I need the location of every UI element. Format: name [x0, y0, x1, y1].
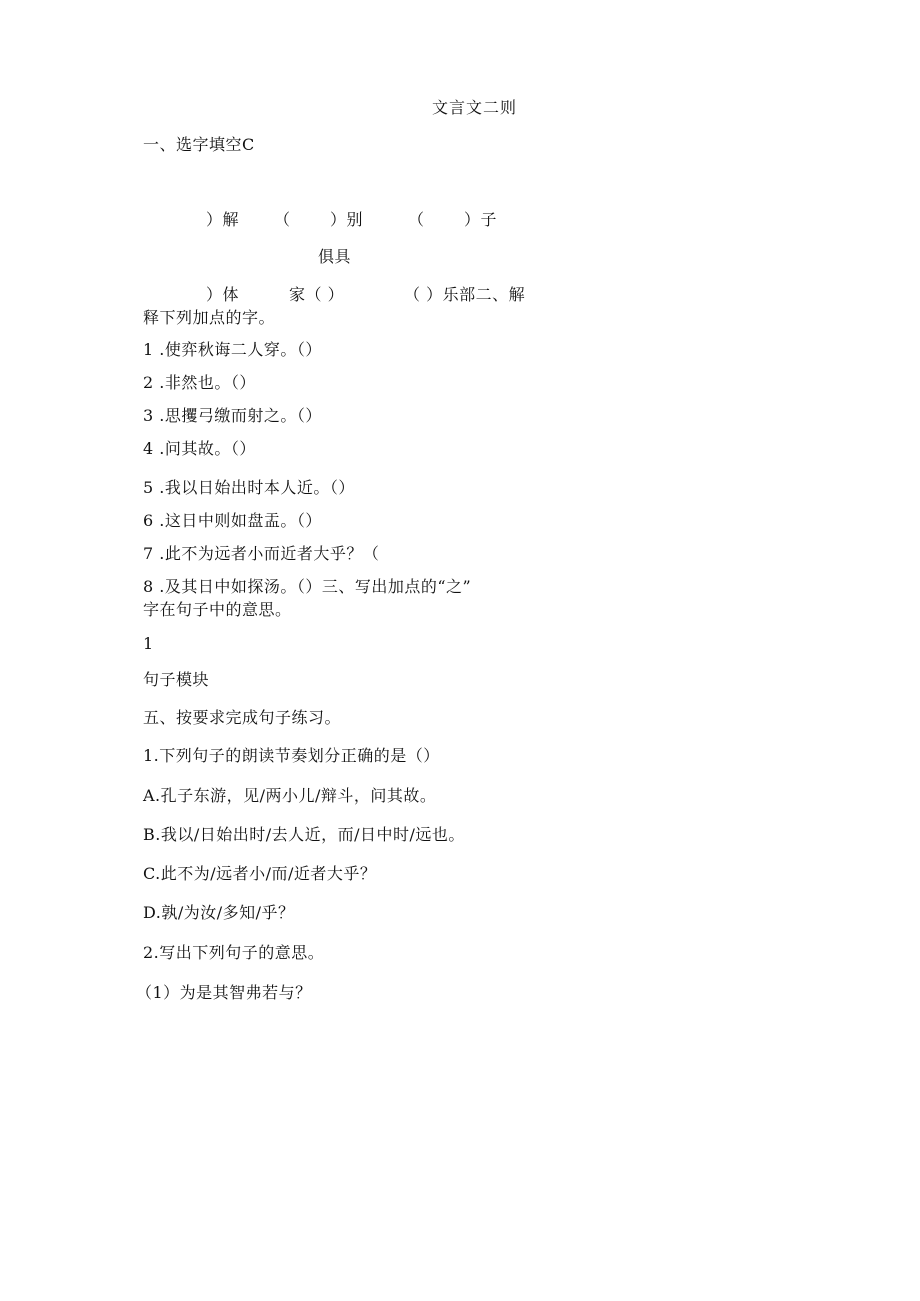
question-2-1: （1）为是其智弗若与？ [136, 983, 312, 1002]
question-1: 1.下列句子的朗读节奏划分正确的是（） [143, 746, 440, 765]
section5-heading: 五、按要求完成句子练习。 [143, 708, 342, 727]
page-number: 1 [143, 634, 154, 653]
explain-item-7: 7 .此不为远者小而近者大乎？（ [143, 544, 380, 563]
explain-item-2: 2 .非然也。（） [143, 373, 256, 392]
explain-item-4: 4 .问其故。（） [143, 439, 256, 458]
option-a: A.孔子东游，见/两小儿/辩斗，问其故。 [143, 786, 437, 805]
explain-item-6: 6 .这日中则如盘盂。（） [143, 511, 322, 530]
fill-blank-row2-c: （ ）乐部二、解 [404, 285, 526, 304]
question-2: 2.写出下列句子的意思。 [143, 943, 325, 962]
explain-item-8: 8 .及其日中如探汤。（）三、写出加点的“之” [143, 577, 472, 596]
fill-blank-row1-b: （ [274, 210, 291, 229]
fill-blank-row1-d: （ [408, 210, 425, 229]
fill-blank-row1-e: ）子 [464, 210, 498, 229]
section3-heading-cont: 字在句子中的意思。 [143, 600, 292, 619]
option-b: B.我以/日始出时/去人近，而/日中时/远也。 [143, 825, 465, 844]
document-title: 文言文二则 [432, 98, 518, 117]
option-c: C.此不为/远者小/而/近者大乎？ [143, 864, 377, 883]
fill-blank-choices: 俱具 [318, 247, 352, 266]
fill-blank-row2-a: ）体 [206, 285, 240, 304]
section2-heading-cont: 释下列加点的字。 [143, 308, 276, 327]
option-d: D.孰/为汝/多知/乎？ [143, 903, 295, 922]
module-heading: 句子模块 [143, 670, 210, 689]
fill-blank-row1-c: ）别 [330, 210, 364, 229]
explain-item-5: 5 .我以日始出时本人近。（） [143, 478, 355, 497]
fill-blank-row1-a: ）解 [206, 210, 240, 229]
explain-item-1: 1 .使弈秋诲二人穿。（） [143, 340, 322, 359]
explain-item-3: 3 .思攫弓缴而射之。（） [143, 406, 322, 425]
fill-blank-row2-b: 家（ ） [289, 285, 345, 304]
section1-heading: 一、选字填空C [143, 135, 255, 154]
